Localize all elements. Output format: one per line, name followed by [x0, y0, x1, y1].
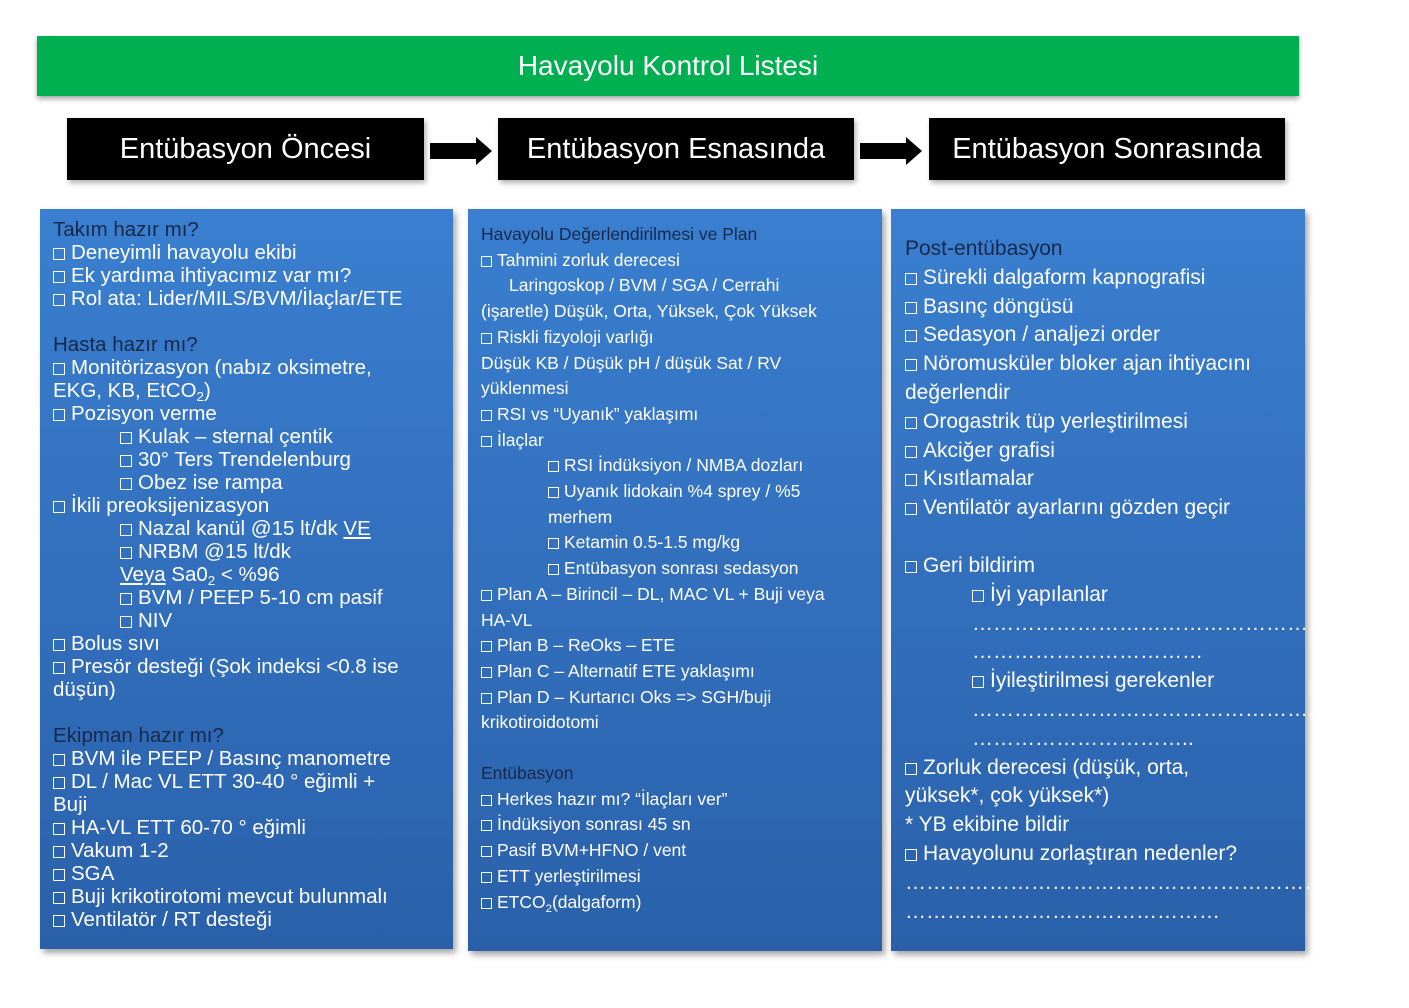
checkbox-icon[interactable] — [481, 820, 492, 831]
checkbox-icon[interactable] — [548, 538, 559, 549]
checklist-item-cont: düşün) — [53, 678, 116, 701]
checkbox-icon[interactable] — [548, 461, 559, 472]
checklist-item: Pasif BVM+HFNO / vent — [481, 838, 874, 864]
checkbox-icon[interactable] — [905, 417, 917, 429]
checkbox-icon[interactable] — [905, 503, 917, 515]
checkbox-icon[interactable] — [481, 872, 492, 883]
checkbox-icon[interactable] — [481, 410, 492, 421]
checkbox-icon[interactable] — [120, 432, 132, 444]
checkbox-icon[interactable] — [905, 763, 917, 775]
page-title: Havayolu Kontrol Listesi — [517, 50, 819, 81]
checklist-subitem: NRBM @15 lt/dk — [53, 540, 443, 563]
checklist-item: Riskli fizyoloji varlığı — [481, 325, 874, 351]
checklist-item-cont: değerlendir — [905, 380, 1011, 404]
phase-after — [929, 118, 1285, 180]
fill-in-line[interactable]: ……………………………………………………………… — [905, 870, 1409, 894]
checkbox-icon[interactable] — [53, 501, 65, 513]
checklist-item-cont: yüksek*, çok yüksek*) — [905, 784, 1110, 808]
equipment-heading: Ekipman hazır mı? — [53, 724, 224, 747]
checklist-item: Pozisyon verme — [53, 402, 443, 425]
patient-heading: Hasta hazır mı? — [53, 333, 198, 356]
checkbox-icon[interactable] — [53, 294, 65, 306]
checklist-subitem-cont: merhem — [548, 506, 613, 527]
checklist-subitem: Nazal kanül @15 lt/dk VE — [53, 517, 443, 540]
checklist-item: Akciğer grafisi — [905, 437, 1293, 466]
checklist-item: $ETCO_2(dalgaform)$ — [481, 890, 874, 916]
checkbox-icon[interactable] — [53, 248, 65, 260]
checkbox-icon[interactable] — [481, 795, 492, 806]
checklist-item: HA-VL ETT 60-70 ° eğimli — [53, 816, 443, 839]
checkbox-icon[interactable] — [53, 363, 65, 375]
checklist-item: ETT yerleştirilmesi — [481, 864, 874, 890]
checklist-item: Plan D – Kurtarıcı Oks => SGH/buji — [481, 685, 874, 711]
checkbox-icon[interactable] — [120, 455, 132, 467]
checklist-item: Presör desteği (Şok indeksi <0.8 ise — [53, 655, 443, 678]
checklist-item: Ventilatör / RT desteği — [53, 908, 443, 931]
checkbox-icon[interactable] — [53, 915, 65, 927]
checkbox-icon[interactable] — [972, 590, 984, 602]
checklist-item: Monitörizasyon (nabız oksimetre, — [53, 356, 443, 379]
checklist-item: Plan A – Birincil – DL, MAC VL + Buji veya — [481, 582, 874, 608]
checkbox-icon[interactable] — [53, 869, 65, 881]
checkbox-icon[interactable] — [481, 333, 492, 344]
phase-before-label: Entübasyon Öncesi — [119, 132, 372, 165]
checkbox-icon[interactable] — [481, 846, 492, 857]
checkbox-icon[interactable] — [120, 593, 132, 605]
checkbox-icon[interactable] — [972, 676, 984, 688]
checklist-item: Orogastrik tüp yerleştirilmesi — [905, 408, 1293, 437]
checklist-item-cont: krikotiroidotomi — [481, 712, 599, 733]
checklist-item-cont: (işaretle) Düşük, Orta, Yüksek, Çok Yüksek — [481, 301, 817, 322]
checklist-item: Vakum 1-2 — [53, 839, 443, 862]
checklist-item: Zorluk derecesi (düşük, orta, — [905, 754, 1293, 783]
checklist-subitem: Entübasyon sonrası sedasyon — [481, 556, 874, 582]
checkbox-icon[interactable] — [53, 777, 65, 789]
checklist-subitem: 30° Ters Trendelenburg — [53, 448, 443, 471]
fill-in-line[interactable]: ………………………….. — [972, 726, 1194, 750]
checklist-item: Tahmini zorluk derecesi — [481, 248, 874, 274]
before-panel — [40, 209, 453, 949]
checkbox-icon[interactable] — [481, 641, 492, 652]
after-panel — [891, 209, 1409, 951]
checklist-item-cont: Buji — [53, 793, 88, 816]
title-banner — [37, 36, 1299, 96]
fill-in-line[interactable]: …………………………… — [972, 640, 1203, 664]
checklist-item: Sedasyon / analjezi order — [905, 321, 1293, 350]
checkbox-icon[interactable] — [905, 273, 917, 285]
checkbox-icon[interactable] — [53, 409, 65, 421]
checklist-subitem: Ketamin 0.5-1.5 mg/kg — [481, 530, 874, 556]
checklist-subitem: İyi yapılanlar — [905, 581, 1293, 610]
checklist-item: Basınç döngüsü — [905, 293, 1293, 322]
checklist-item: Havayolunu zorlaştıran nedenler? — [905, 840, 1293, 869]
checkbox-icon[interactable] — [53, 754, 65, 766]
checklist-subitem: NIV — [53, 609, 443, 632]
checkbox-icon[interactable] — [548, 564, 559, 575]
checklist-subitem: Kulak – sternal çentik — [53, 425, 443, 448]
checklist-item: Nöromusküler bloker ajan ihtiyacını — [905, 350, 1293, 379]
during-panel — [468, 209, 882, 951]
phase-before — [67, 118, 424, 180]
fill-in-line[interactable]: …………………………………………………… — [972, 611, 1392, 635]
checkbox-icon[interactable] — [481, 256, 492, 267]
checklist-item: SGA — [53, 862, 443, 885]
checkbox-icon[interactable] — [120, 478, 132, 490]
checkbox-icon[interactable] — [53, 823, 65, 835]
intubation-heading: Entübasyon — [481, 763, 574, 784]
checklist-item-cont: Laringoskop / BVM / SGA / Cerrahi — [509, 275, 780, 296]
checkbox-icon[interactable] — [905, 359, 917, 371]
checkbox-icon[interactable] — [548, 487, 559, 498]
checkbox-icon[interactable] — [905, 561, 917, 573]
checklist-subitem: RSI İndüksiyon / NMBA dozları — [481, 453, 874, 479]
checkbox-icon[interactable] — [53, 846, 65, 858]
checklist-subitem: BVM / PEEP 5-10 cm pasif — [53, 586, 443, 609]
fill-in-line[interactable]: …………………………………………………… — [972, 697, 1392, 721]
checklist-item: Buji krikotirotomi mevcut bulunmalı — [53, 885, 443, 908]
checklist-item: Geri bildirim — [905, 552, 1293, 581]
phase-after-label: Entübasyon Sonrasında — [952, 132, 1262, 165]
checkbox-icon[interactable] — [481, 898, 492, 909]
checkbox-icon[interactable] — [481, 436, 492, 447]
checkbox-icon[interactable] — [481, 693, 492, 704]
team-heading: Takım hazır mı? — [53, 218, 199, 241]
checklist-subitem: Obez ise rampa — [53, 471, 443, 494]
checkbox-icon[interactable] — [481, 590, 492, 601]
fill-in-line[interactable]: ……………………………………… — [905, 899, 1220, 923]
checklist-item: İndüksiyon sonrası 45 sn — [481, 812, 874, 838]
checkbox-icon[interactable] — [905, 330, 917, 342]
checklist-item: Bolus sıvı — [53, 632, 443, 655]
arrow-right-icon — [860, 137, 924, 165]
checklist-item: Kısıtlamalar — [905, 465, 1293, 494]
checklist-subitem: Uyanık lidokain %4 sprey / %5 — [481, 479, 874, 505]
checkbox-icon[interactable] — [905, 302, 917, 314]
checklist-item-cont: EKG, KB, EtCO$_2$) — [53, 379, 211, 404]
checklist-item: Plan C – Alternatif ETE yaklaşımı — [481, 659, 874, 685]
checklist-item-cont: HA-VL — [481, 609, 533, 630]
checklist-item: Ventilatör ayarlarını gözden geçir — [905, 494, 1293, 523]
checkbox-icon[interactable] — [905, 474, 917, 486]
checkbox-icon[interactable] — [53, 892, 65, 904]
checkbox-icon[interactable] — [905, 849, 917, 861]
checklist-item: Deneyimli havayolu ekibi — [53, 241, 443, 264]
checklist-subitem-cont: Veya $Sa0_2 < \%96$ — [120, 563, 280, 588]
checkbox-icon[interactable] — [53, 639, 65, 651]
checklist-item: RSI vs “Uyanık” yaklaşımı — [481, 402, 874, 428]
arrow-right-icon — [430, 137, 494, 165]
checkbox-icon[interactable] — [481, 667, 492, 678]
checkbox-icon[interactable] — [905, 446, 917, 458]
checklist-item: Rol ata: Lider/MILS/BVM/İlaçlar/ETE — [53, 287, 443, 310]
checklist-item: Herkes hazır mı? “İlaçları ver” — [481, 787, 874, 813]
checklist-item: İkili preoksijenizasyon — [53, 494, 443, 517]
checkbox-icon[interactable] — [53, 662, 65, 674]
checklist-item-cont: Düşük KB / Düşük pH / düşük Sat / RV — [481, 352, 782, 373]
phase-during — [498, 118, 854, 180]
checklist-item: Plan B – ReOks – ETE — [481, 633, 874, 659]
icu-note: * YB ekibine bildir — [905, 813, 1070, 837]
checkbox-icon[interactable] — [53, 271, 65, 283]
checklist-item: Sürekli dalgaform kapnografisi — [905, 264, 1293, 293]
checklist-item: Ek yardıma ihtiyacımız var mı? — [53, 264, 443, 287]
checklist-item: BVM ile PEEP / Basınç manometre — [53, 747, 443, 770]
checkbox-icon[interactable] — [120, 547, 132, 559]
checklist-item: İlaçlar — [481, 428, 874, 454]
assessment-heading: Havayolu Değerlendirilmesi ve Plan — [481, 224, 758, 244]
phase-during-label: Entübasyon Esnasında — [526, 132, 826, 165]
checkbox-icon[interactable] — [120, 524, 132, 536]
checklist-item-cont: yüklenmesi — [481, 378, 569, 399]
checkbox-icon[interactable] — [120, 616, 132, 628]
checklist-subitem: İyileştirilmesi gerekenler — [905, 667, 1293, 696]
checklist-item: DL / Mac VL ETT 30-40 ° eğimli + — [53, 770, 443, 793]
post-heading: Post-entübasyon — [905, 237, 1063, 260]
